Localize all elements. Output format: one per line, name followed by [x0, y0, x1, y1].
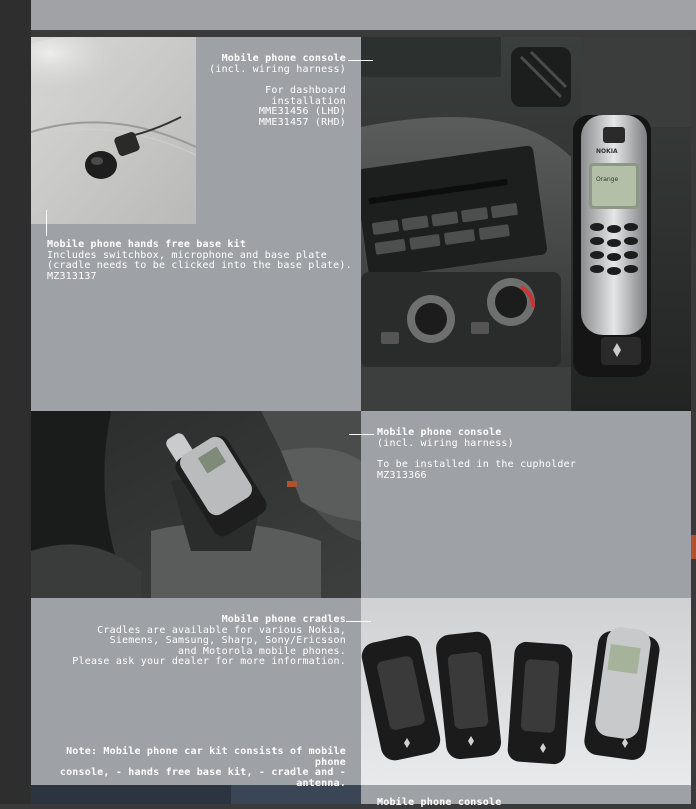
note-line: console, - hands free base kit, - cradle and - antenna.: [59, 767, 346, 789]
section-line: Cradles are available for various Nokia,: [97, 624, 346, 636]
section-line: MME31456 (LHD): [258, 106, 346, 117]
cradles-caption: [40, 615, 346, 668]
bottom-section-title: Mobile phone console: [377, 797, 502, 808]
top-band: [31, 0, 696, 30]
phone-brand-label: NOKIA: [596, 148, 618, 155]
cradles-photo: [361, 598, 691, 785]
section-line: MME31457 (RHD): [258, 116, 346, 128]
section-line: (cradle needs to be clicked into the base plate).: [47, 260, 352, 271]
section-title: Mobile phone hands free base kit: [47, 239, 247, 250]
dashboard-console-caption: [160, 54, 346, 128]
hands-free-kit-caption: [47, 240, 357, 282]
section-line: To be installed in the cupholder: [377, 459, 577, 470]
section-line: Includes switchbox, microphone and base plate: [47, 249, 327, 261]
cupholder-console-photo: [31, 411, 361, 598]
section-line: Siemens, Samsung, Sharp, Sony/Ericsson: [109, 635, 346, 646]
section-title: Mobile phone cradles: [221, 614, 346, 625]
section-line: installation: [271, 95, 346, 107]
connector-line-1: [348, 60, 373, 61]
section-subtitle: (incl. wiring harness): [209, 63, 346, 75]
section-line: MZ313137: [47, 270, 97, 282]
section-line: MZ313366: [377, 469, 427, 481]
section-title: Mobile phone console: [221, 53, 346, 64]
edge-marker: [691, 535, 696, 559]
note-line: Note: Mobile phone car kit consists of mobile phone: [66, 746, 346, 768]
connector-line-4: [346, 621, 371, 622]
left-border: [0, 0, 31, 804]
cupholder-console-caption: [377, 428, 677, 481]
dashboard-phone-photo: [361, 37, 691, 411]
section-subtitle: (incl. wiring harness): [377, 437, 514, 449]
section-title: Mobile phone console: [377, 427, 502, 438]
section-line: For dashboard: [265, 85, 346, 96]
connector-line-2: [46, 210, 47, 236]
section-line: and Motorola mobile phones.: [178, 645, 346, 657]
kit-note: [40, 747, 346, 789]
phone-screen-text: Orange: [596, 176, 619, 183]
connector-line-3: [349, 434, 374, 435]
section-line: Please ask your dealer for more information.: [72, 656, 346, 667]
